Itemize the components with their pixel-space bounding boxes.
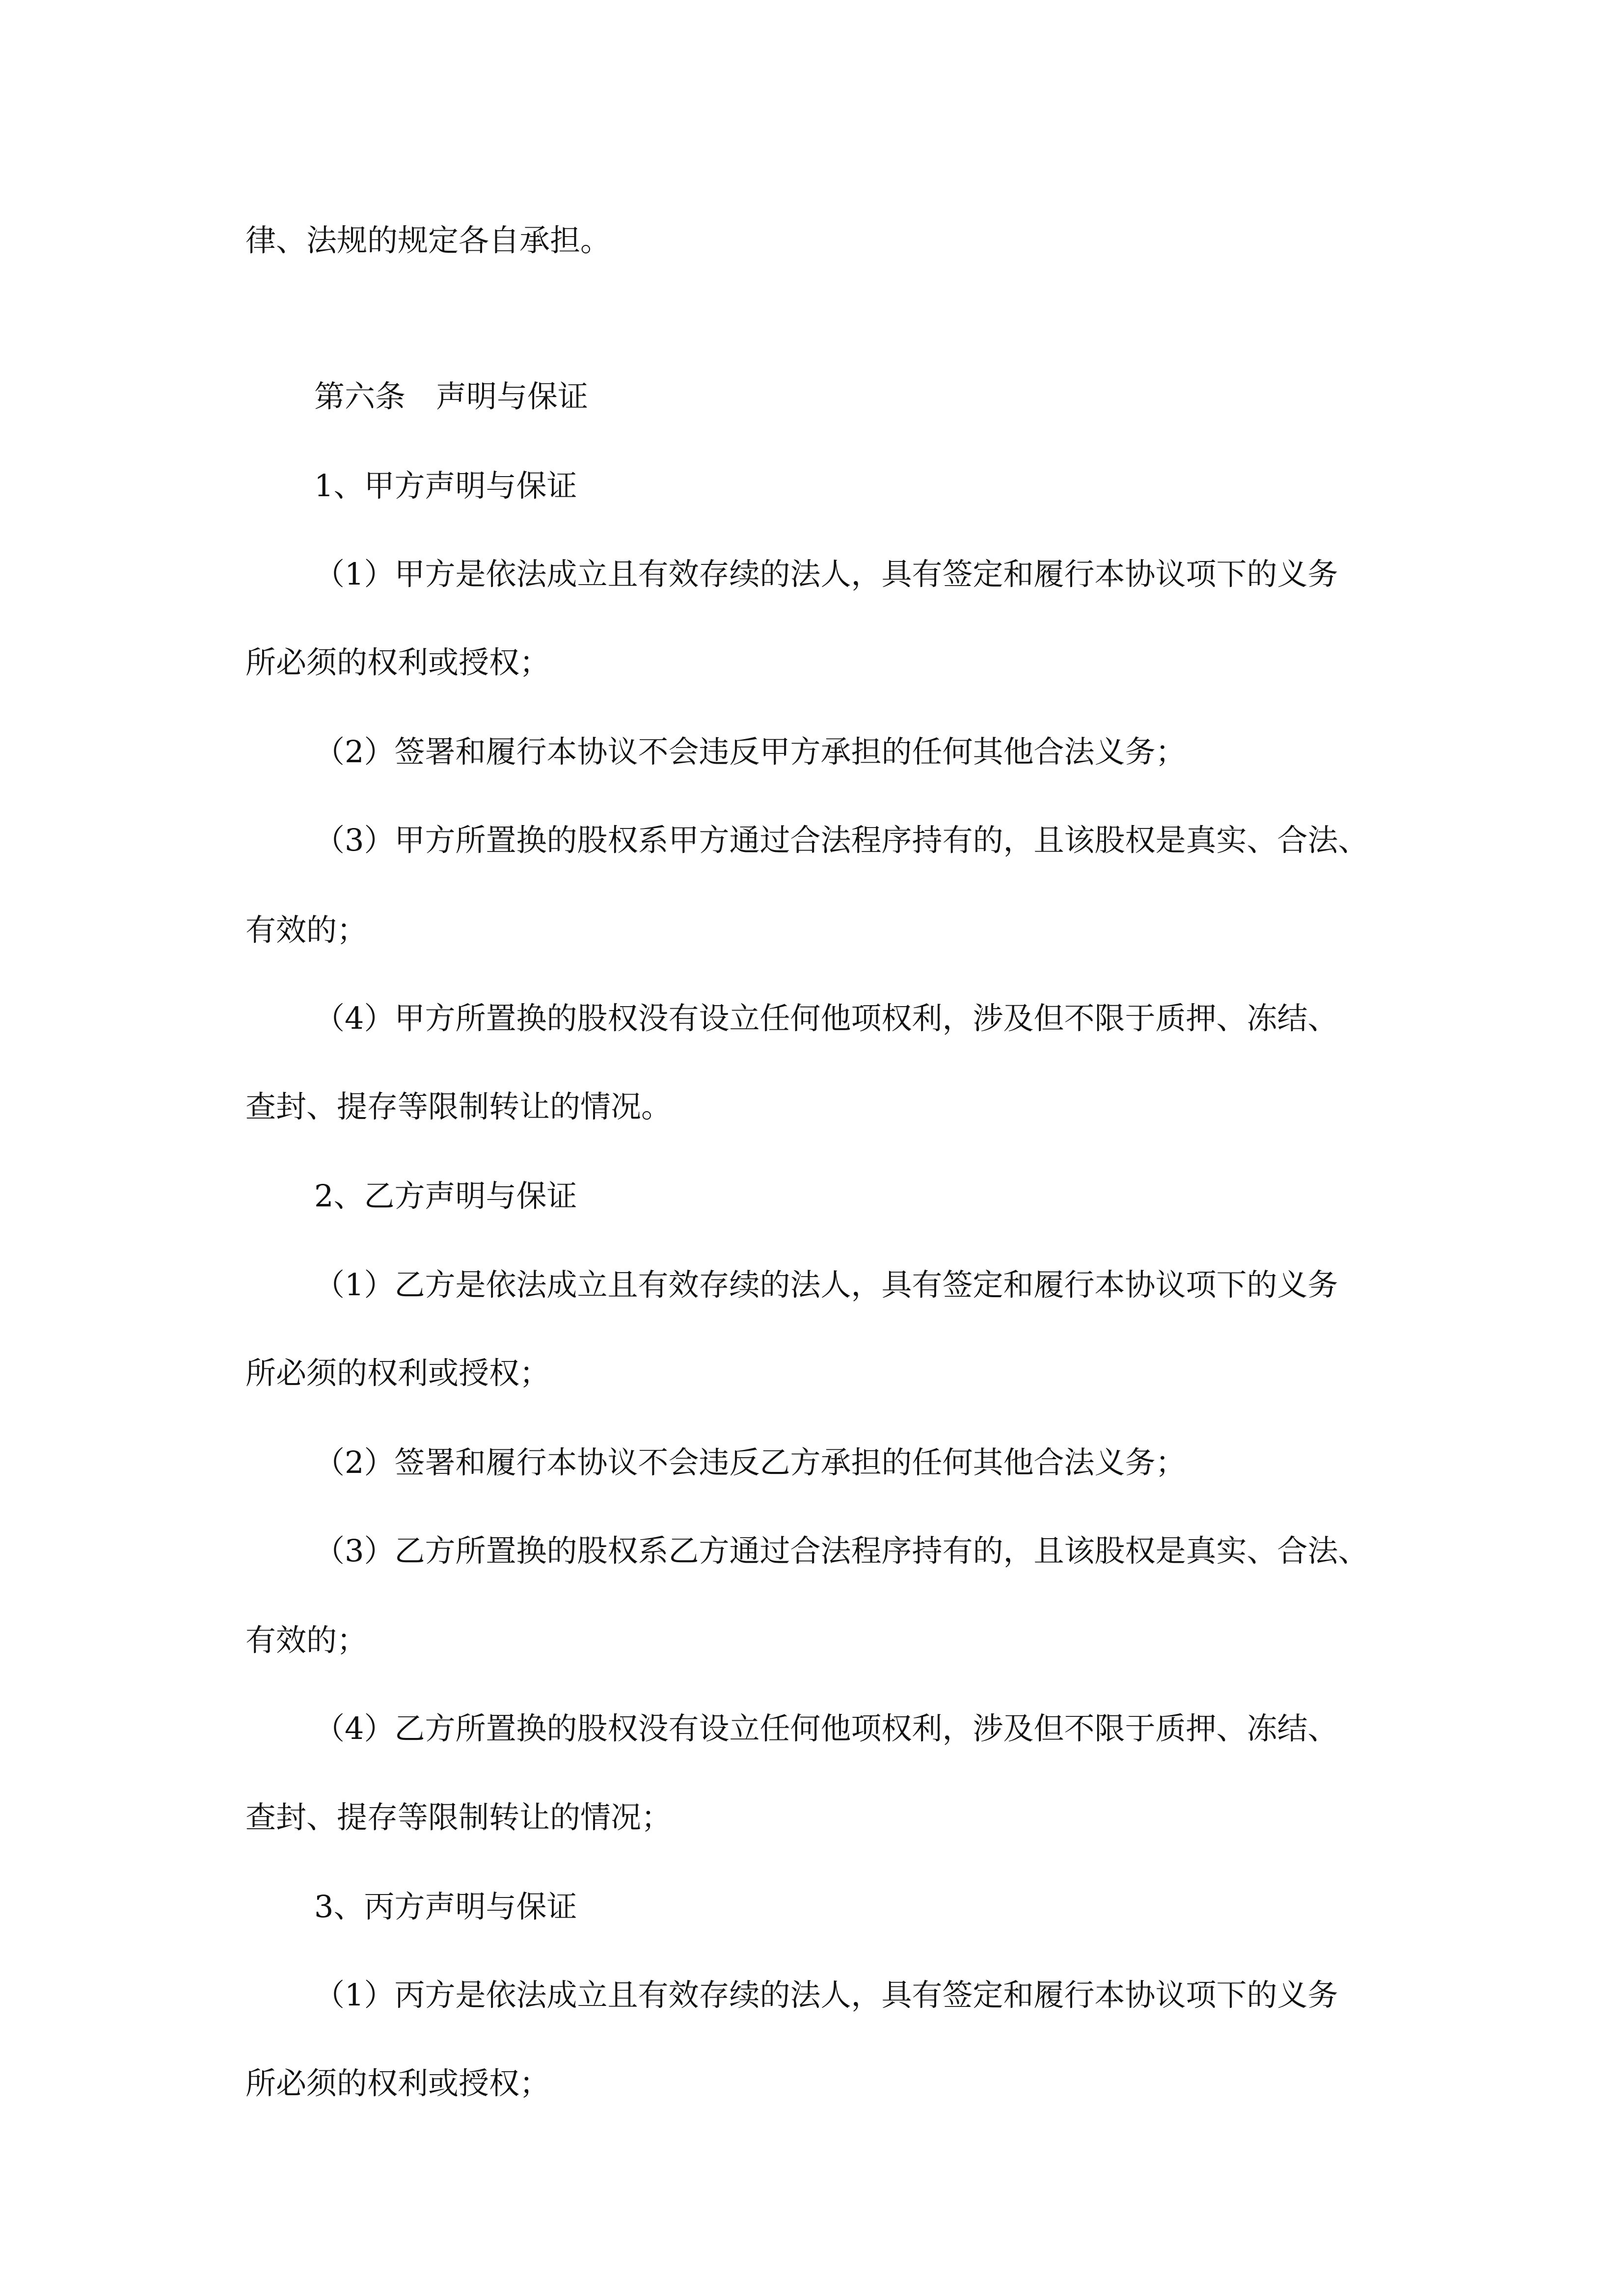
clause-a-1: （1）甲方是依法成立且有效存续的法人，具有签定和履行本协议项下的义务 xyxy=(314,556,1338,592)
text-line-continuation: 律、法规的规定各自承担。 xyxy=(245,222,611,258)
clause-a-4: （4）甲方所置换的股权没有设立任何他项权利，涉及但不限于质押、冻结、 xyxy=(314,1000,1338,1036)
clause-a-4-continuation: 查封、提存等限制转让的情况。 xyxy=(245,1089,672,1124)
article-heading: 第六条 声明与保证 xyxy=(314,378,589,414)
clause-a-3: （3）甲方所置换的股权系甲方通过合法程序持有的，且该股权是真实、合法、 xyxy=(314,822,1369,858)
clause-b-1-continuation: 所必须的权利或授权； xyxy=(245,1355,550,1391)
clause-b-4-continuation: 查封、提存等限制转让的情况； xyxy=(245,1799,672,1835)
clause-b-3-continuation: 有效的； xyxy=(245,1622,368,1658)
clause-b-2: （2）签署和履行本协议不会违反乙方承担的任何其他合法义务； xyxy=(314,1444,1186,1480)
section-heading-party-c: 3、丙方声明与保证 xyxy=(314,1889,577,1924)
clause-c-1-continuation: 所必须的权利或授权； xyxy=(245,2065,550,2101)
section-heading-party-a: 1、甲方声明与保证 xyxy=(314,468,577,504)
clause-b-1: （1）乙方是依法成立且有效存续的法人，具有签定和履行本协议项下的义务 xyxy=(314,1267,1338,1303)
clause-c-1: （1）丙方是依法成立且有效存续的法人，具有签定和履行本协议项下的义务 xyxy=(314,1977,1338,2013)
clause-b-3: （3）乙方所置换的股权系乙方通过合法程序持有的，且该股权是真实、合法、 xyxy=(314,1533,1369,1569)
section-heading-party-b: 2、乙方声明与保证 xyxy=(314,1178,577,1214)
clause-b-4: （4）乙方所置换的股权没有设立任何他项权利，涉及但不限于质押、冻结、 xyxy=(314,1710,1338,1746)
clause-a-1-continuation: 所必须的权利或授权； xyxy=(245,644,550,680)
clause-a-3-continuation: 有效的； xyxy=(245,912,368,948)
clause-a-2: （2）签署和履行本协议不会违反甲方承担的任何其他合法义务； xyxy=(314,734,1186,770)
